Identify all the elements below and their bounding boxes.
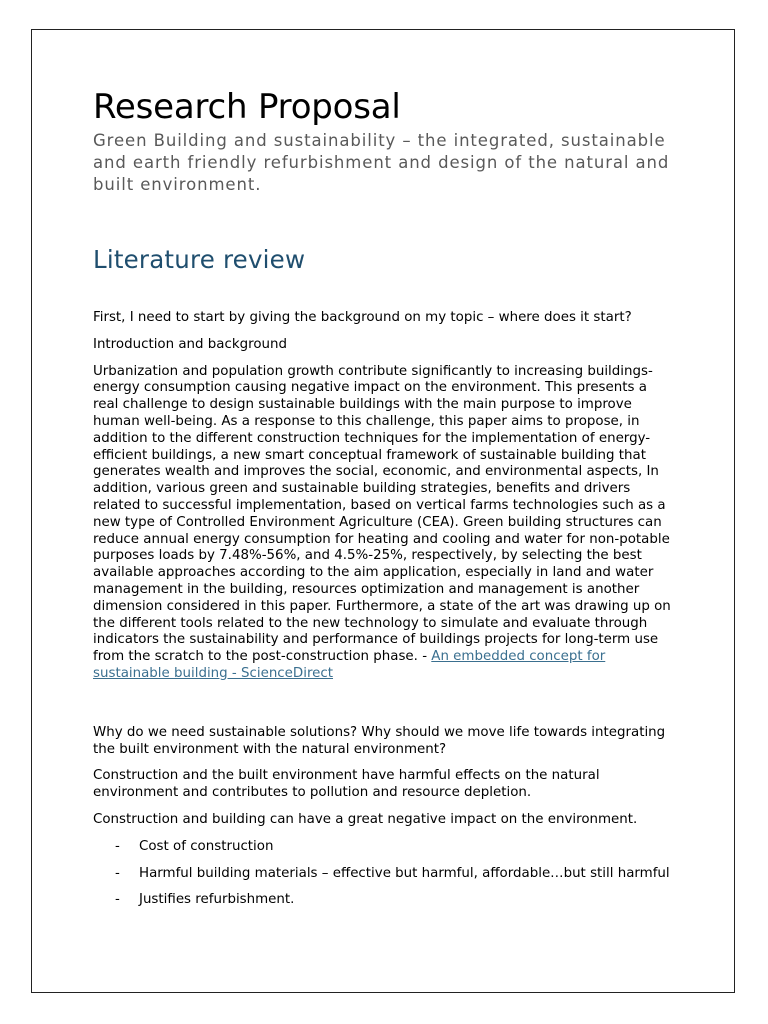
why-question-paragraph: Why do we need sustainable solutions? Why should we move life towards integrating the built environment with the natural environment? xyxy=(93,724,666,757)
list-item xyxy=(93,866,675,883)
intro-question-paragraph: First, I need to start by giving the background on my topic – where does it start? xyxy=(93,310,632,325)
list-item-text: Justifies refurbishment. xyxy=(139,892,295,908)
list-item-text: Cost of construction xyxy=(139,838,274,854)
document-title: Research Proposal xyxy=(93,87,401,127)
section-heading-literature-review: Literature review xyxy=(93,245,306,274)
document-subtitle: Green Building and sustainability – the integrated, sustainable and earth friendly refurbishment and design of the natural and built environment. xyxy=(93,131,670,194)
dash-bullet: - xyxy=(115,892,120,908)
sciencedirect-link[interactable]: An embedded concept for sustainable building - ScienceDirect xyxy=(93,649,606,681)
main-body-text: Urbanization and population growth contribute significantly to increasing buildings-energy consumption causing negative impact on the environment. This presents a real challenge to design sustainable buildings with the main purpose to improve human well-being. As a response to this challenge, this paper aims to propose, in addition to the different construction techniques for the implementation of energy-efficient buildings, a new smart conceptual framework of sustainable building that generates wealth and improves the social, economic, and environmental aspects, In addition, various green and sustainable building strategies, benefits and drivers related to successful implementation, based on vertical farms technologies such as a new type of Controlled Environment Agriculture (CEA). Green building structures can reduce annual energy consumption for heating and cooling and water for non-potable purposes loads by 7.48%-56%, and 4.5%-25%, respectively, by selecting the best available approaches according to the aim application, especially in land and water management in the building, resources optimization and management is another dimension considered in this paper. Furthermore, a state of the art was drawing up on the different tools related to the new technology to simulate and evaluate through indicators the sustainability and performance of buildings projects for long-term use from the scratch to the post-construction phase. - xyxy=(93,363,671,665)
construction-impact-paragraph: Construction and building can have a great negative impact on the environment. xyxy=(93,811,638,827)
list-item xyxy=(93,892,675,909)
impact-bullet-list xyxy=(93,839,675,909)
main-body-paragraph xyxy=(93,364,675,683)
dash-bullet: - xyxy=(115,865,120,881)
document-content xyxy=(93,84,675,919)
list-item xyxy=(93,839,675,856)
dash-bullet: - xyxy=(115,838,120,854)
intro-label-paragraph: Introduction and background xyxy=(93,336,287,352)
construction-effects-paragraph: Construction and the built environment have harmful effects on the natural environment and contributes to pollution and resource depletion. xyxy=(93,768,600,801)
list-item-text: Harmful building materials – effective but harmful, affordable…but still harmful xyxy=(139,865,670,881)
